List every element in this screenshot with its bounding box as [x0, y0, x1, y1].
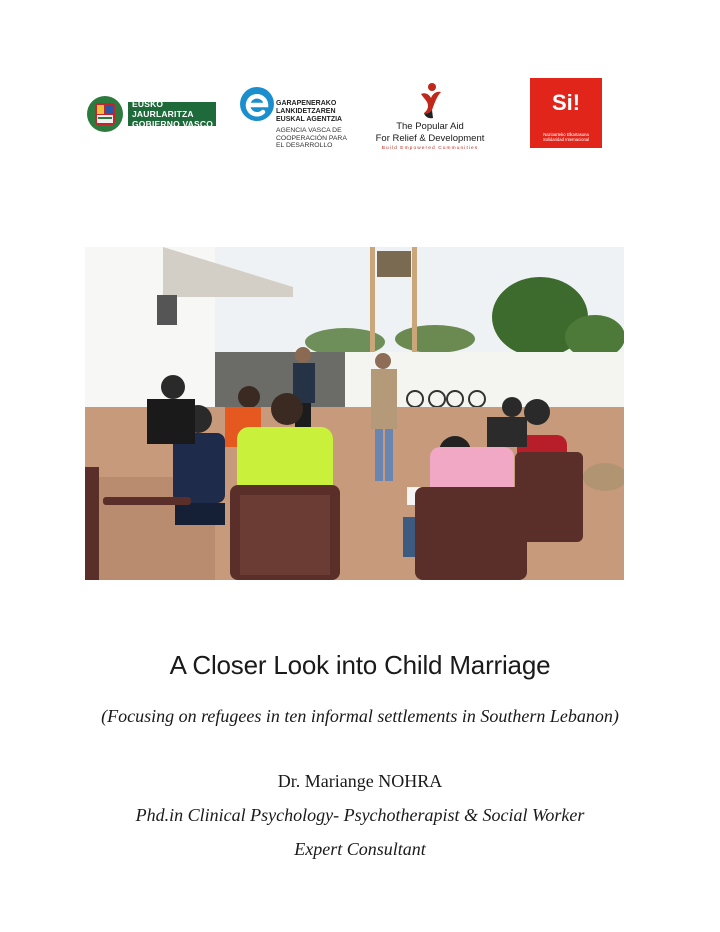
elankidetza-line5: COOPERACIÓN PARA	[276, 134, 347, 142]
basque-government-wordmark	[128, 99, 216, 129]
popular-aid-line2: For Relief & Development	[375, 133, 485, 144]
si-subtitle	[530, 132, 602, 142]
basque-government-logo	[86, 93, 218, 135]
si-mark: Si!	[551, 90, 581, 115]
author-name: Dr. Mariange NOHRA	[277, 771, 443, 791]
elankidetza-line4: AGENCIA VASCA DE	[276, 127, 342, 134]
elankidetza-e-icon	[239, 86, 275, 122]
si-sub2: Solidaridad Internacional	[542, 137, 590, 142]
elankidetza-logo	[239, 86, 349, 148]
elankidetza-line3: EUSKAL AGENTZIA	[276, 116, 343, 123]
elankidetza-line6: EL DESARROLLO	[276, 142, 333, 150]
elankidetza-line2: LANKIDETZAREN	[276, 108, 336, 115]
popular-aid-tagline: Build Empowered Communities	[381, 146, 479, 151]
basque-line1: EUSKO JAURLARITZA	[132, 99, 194, 119]
popular-aid-line1: The Popular Aid	[396, 121, 464, 132]
document-title: A Closer Look into Child Marriage	[169, 650, 551, 680]
document-subtitle: (Focusing on refugees in ten informal settlements in Southern Lebanon)	[101, 706, 619, 726]
popular-aid-logo	[363, 80, 497, 156]
author-credentials: Phd.in Clinical Psychology- Psychotherapist & Social Worker	[135, 805, 585, 825]
elankidetza-basque-name	[276, 100, 342, 124]
cover-photo-illustration	[85, 247, 624, 580]
elankidetza-line1: GARAPENERAKO	[276, 100, 337, 107]
popular-aid-figure-icon	[415, 80, 445, 120]
elankidetza-spanish-name	[276, 127, 347, 150]
partner-logos	[0, 76, 720, 156]
basque-shield-icon	[86, 94, 124, 134]
cover-photo	[85, 247, 624, 580]
si-sub1: Nazioarteko Elkartasuna	[543, 132, 589, 137]
si-solidarity-logo	[530, 78, 602, 148]
basque-line2: GOBIERNO VASCO	[132, 119, 214, 129]
author-position: Expert Consultant	[294, 839, 426, 859]
